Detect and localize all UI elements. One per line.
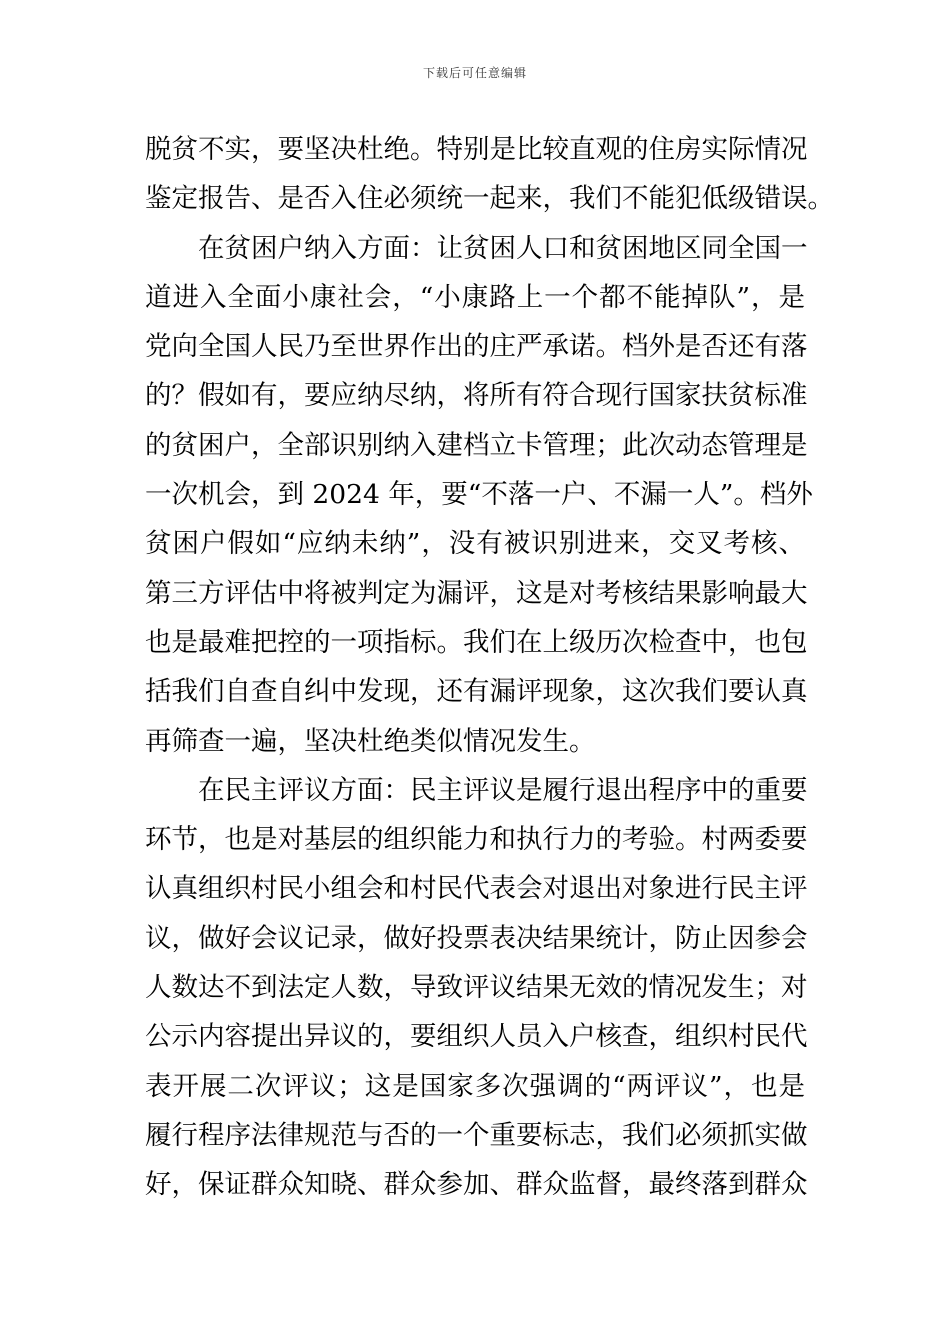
text-line: 表开展二次评议；这是国家多次强调的“两评议”，也是	[145, 1070, 805, 1102]
text-line: 认真组织村民小组会和村民代表会对退出对象进行民主评	[145, 873, 808, 905]
text-line: 也是最难把控的一项指标。我们在上级历次检查中，也包	[145, 626, 808, 658]
text-line: 的贫困户，全部识别纳入建档立卡管理；此次动态管理是	[145, 429, 808, 461]
text-line: 公示内容提出异议的，要组织人员入户核查，组织村民代	[145, 1021, 808, 1053]
text-line: 脱贫不实，要坚决杜绝。特别是比较直观的住房实际情况	[145, 134, 808, 165]
text-line: 党向全国人民乃至世界作出的庄严承诺。档外是否还有落	[145, 331, 808, 363]
document-body	[145, 125, 834, 1210]
text-line: 的？假如有，要应纳尽纳，将所有符合现行国家扶贫标准	[145, 380, 808, 412]
paragraph-first-line: 在贫困户纳入方面：让贫困人口和贫困地区同全国一	[198, 232, 808, 264]
text-line: 鉴定报告、是否入住必须统一起来，我们不能犯低级错误。	[145, 183, 834, 215]
text-line: 好，保证群众知晓、群众参加、群众监督，最终落到群众	[145, 1169, 808, 1201]
text-line: 履行程序法律规范与否的一个重要标志，我们必须抓实做	[145, 1119, 808, 1151]
text-line: 人数达不到法定人数，导致评议结果无效的情况发生；对	[145, 972, 808, 1004]
text-line: 道进入全面小康社会，“小康路上一个都不能掉队”，是	[145, 281, 805, 313]
text-line: 再筛查一遍，坚决杜绝类似情况发生。	[145, 725, 596, 757]
text-line: 议，做好会议记录，做好投票表决结果统计，防止因参会	[145, 922, 808, 954]
paragraph-first-line: 在民主评议方面：民主评议是履行退出程序中的重要	[198, 774, 808, 806]
text-line: 环节，也是对基层的组织能力和执行力的考验。村两委要	[145, 824, 808, 856]
text-line: 贫困户假如“应纳未纳”，没有被识别进来，交叉考核、	[145, 528, 805, 560]
text-line: 第三方评估中将被判定为漏评，这是对考核结果影响最大	[145, 577, 808, 609]
text-line: 括我们自查自纠中发现，还有漏评现象，这次我们要认真	[145, 676, 808, 708]
text-line: 一次机会，到 2024 年，要“不落一户、不漏一人”。档外	[145, 479, 813, 511]
page-header: 下载后可任意编辑	[422, 66, 527, 80]
